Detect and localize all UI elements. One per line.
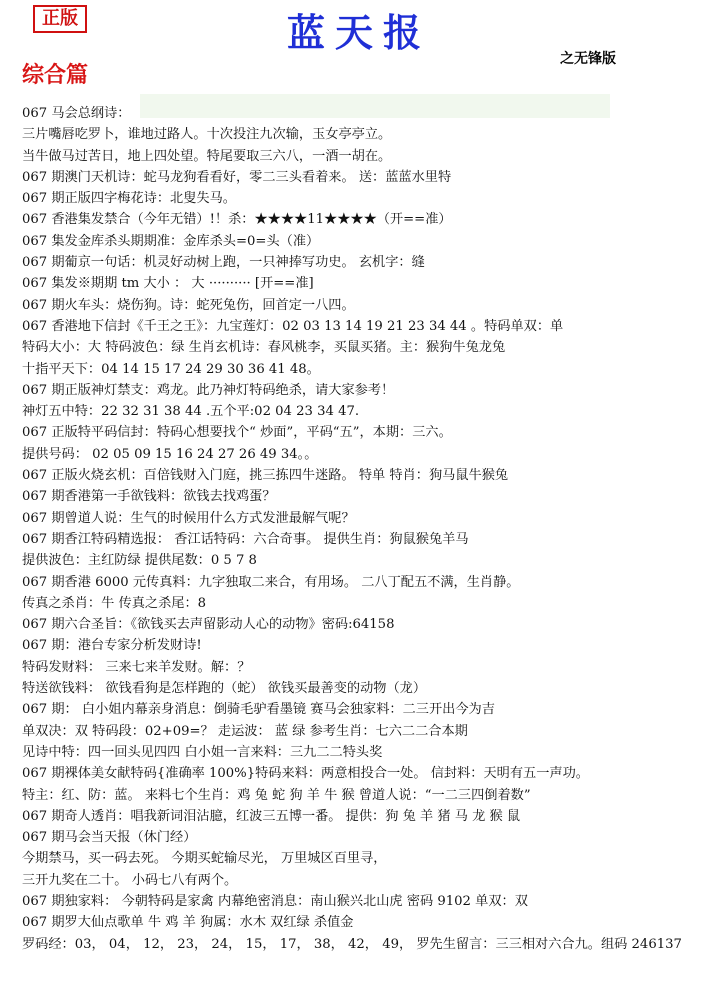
article-body: [22, 103, 712, 955]
text-line: 特送欲钱料： 欲钱看狗是怎样跑的（蛇） 欲钱买最善变的动物（龙）: [22, 681, 427, 697]
text-line: 067 期香港 6000 元传真料：九字独取二来合，有用场。 二八丁配五不满，生肖静。: [22, 574, 520, 590]
text-line: 见诗中特：四一回头见四四 白小姐一言来料：三九二二特头奖: [22, 744, 383, 760]
text-line: 067 马会总纲诗：: [22, 106, 131, 121]
text-line: 067 正版特平码信封：特码心想要找个“ 炒面”，平码“五”，本期：三六。: [22, 425, 452, 441]
text-line: 当牛做马过苦日，地上四处望。特尾要取三六八，一酒一胡在。: [22, 148, 392, 164]
text-line: 067 集发金库杀头期期准：金库杀头=0=头（准）: [22, 233, 320, 249]
section-heading: 综合篇: [22, 62, 89, 88]
text-line: 067 期正版神灯禁支：鸡龙。此乃神灯特码绝杀，请大家参考！: [22, 382, 395, 398]
text-line: 067 香港集发禁合（今年无错）!！杀：★★★★11★★★★（开==准）: [22, 212, 452, 228]
text-line: 067 香港地下信封《千王之王》：九宝莲灯：02 03 13 14 19 21 23 34 44 。特码单双：单: [22, 318, 564, 334]
text-line: 067 期澳门天机诗：蛇马龙狗看看好，零二三头看着来。 送：蓝蓝水里特: [22, 169, 452, 185]
text-line: 特码发财料： 三来七来羊发财。解：？: [22, 659, 251, 675]
text-line: 067 期罗大仙点歌单 牛 鸡 羊 狗属：水木 双红绿 杀值金: [22, 915, 354, 931]
text-line: 三片嘴唇吃罗卜，谁地过路人。十次投注九次输，玉女亭亭立。: [22, 127, 392, 143]
text-line: 067 期马会当天报（休门经）: [22, 830, 197, 846]
newspaper-title: 蓝天报: [286, 10, 431, 55]
text-line: 十指平天下：04 14 15 17 24 29 30 36 41 48。: [22, 361, 320, 377]
text-line: 单双决：双 特码段：02+09=？ 走运波： 蓝 绿 参考生肖：七六二二合本期: [22, 723, 468, 739]
text-line: 067 集发※期期 tm 大小 ： 大 ·········· [开==准]: [22, 276, 314, 292]
text-line: 067 期正版四字梅花诗：北叟失马。: [22, 191, 236, 207]
text-line: 067 期曾道人说：生气的时候用什么方式发泄最解气呢？: [22, 510, 355, 526]
text-line: 067 期奇人透肖：唱我新词泪沾臆，红波三五博一番。 提供：狗 兔 羊 猪 马 龙 猴 鼠: [22, 808, 521, 824]
text-line: 特主：红、防：蓝。 来料七个生肖：鸡 兔 蛇 狗 羊 牛 猴 曾道人说：“一二三四倒着数”: [22, 787, 531, 803]
text-line: 067 正版火烧玄机：百倍钱财入门庭，挑三拣四牛迷路。 特单 特肖：狗马鼠牛猴兔: [22, 468, 509, 484]
text-line: 067 期香港第一手欲钱料：欲钱去找鸡蛋？: [22, 489, 276, 505]
text-line: 067 期独家料： 今朝特码是家禽 内幕绝密消息：南山猴兴北山虎 密码 9102 单双：双: [22, 893, 528, 909]
text-line: 067 期： 白小姐内幕亲身消息：倒骑毛驴看墨镜 赛马会独家料：二三开出今为吉: [22, 702, 495, 718]
text-line: 提供号码： 02 05 09 15 16 24 27 26 49 34。。: [22, 446, 318, 462]
text-line: 067 期：港台专家分析发财诗!: [22, 638, 202, 654]
text-line: 067 期裸体美女献特码{准确率 100%}特码来料：两意相投合一处。 信封料：天明有五一声功。: [22, 766, 589, 782]
text-line: 神灯五中特：22 32 31 38 44 .五个平:02 04 23 34 47.: [22, 404, 360, 420]
text-line: 今期禁马，买一码去死。 今期买蛇输尽光， 万里城区百里寻，: [22, 851, 387, 867]
text-line: 三开九奖在二十。 小码七八有两个。: [22, 872, 238, 888]
text-line: 067 期香江特码精选报： 香江话特码：六合奇事。 提供生肖：狗鼠猴兔羊马: [22, 531, 469, 547]
text-line: 传真之杀肖：牛 传真之杀尾：8: [22, 595, 207, 611]
text-line: 067 期火车头：烧伤狗。诗：蛇死兔伤，回首定一八四。: [22, 297, 355, 313]
text-line: 特码大小：大 特码波色：绿 生肖玄机诗：春风桃李，买鼠买猪。主：猴狗牛兔龙兔: [22, 340, 506, 356]
edition-label: 之无锋版: [560, 51, 616, 67]
text-line: 067 期葡京一句话：机灵好动树上跑，一只神捧写功史。 玄机字：缝: [22, 255, 425, 271]
genuine-badge: 正版: [33, 5, 87, 33]
text-line: 提供波色：主红防绿 提供尾数：0 5 7 8: [22, 553, 257, 569]
text-line: 罗码经：03， 04， 12， 23， 24， 15， 17， 38， 42， 49， 罗先生留言：三三相对六合九。组码 246137: [22, 936, 682, 952]
text-line: 067 期六合圣旨：《欲钱买去声留影动人心的动物》密码:64158: [22, 617, 395, 633]
